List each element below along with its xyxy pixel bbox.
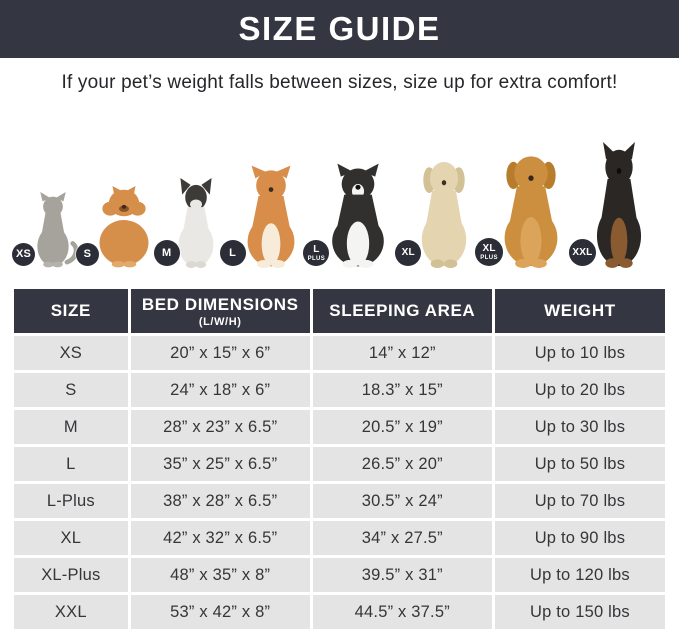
- cell-size: M: [14, 410, 128, 444]
- badge-label: XL: [401, 247, 415, 258]
- table-row-xl: [14, 521, 665, 555]
- cell-bed-dimensions: 20” x 15” x 6”: [131, 336, 310, 370]
- cell-weight: Up to 20 lbs: [495, 373, 665, 407]
- badge-sublabel: PLUS: [307, 255, 326, 262]
- cell-bed-dimensions: 28” x 23” x 6.5”: [131, 410, 310, 444]
- badge-label: XXL: [572, 246, 593, 258]
- cell-bed-dimensions: 42” x 32” x 6.5”: [131, 521, 310, 555]
- pet-xl-plus-golden-retriever: [480, 150, 575, 268]
- table-row-xs: [14, 336, 665, 370]
- pet-l-shiba-inu: [229, 164, 310, 268]
- size-badge-xxl: [569, 239, 596, 266]
- pets-row: [15, 100, 657, 268]
- cell-weight: Up to 70 lbs: [495, 484, 665, 518]
- cell-weight: Up to 150 lbs: [495, 595, 665, 629]
- cell-bed-dimensions: 24” x 18” x 6”: [131, 373, 310, 407]
- badge-label: XL: [482, 242, 496, 254]
- table-row-xl-plus: [14, 558, 665, 592]
- badge-sublabel: PLUS: [480, 254, 498, 261]
- table-row-s: [14, 373, 665, 407]
- column-header-sublabel: (L/W/H): [198, 315, 242, 328]
- size-badge-m: [154, 240, 180, 266]
- cell-weight: Up to 120 lbs: [495, 558, 665, 592]
- cell-sleeping-area: 14” x 12”: [313, 336, 492, 370]
- pet-l-plus-border-collie: [307, 162, 401, 268]
- cell-weight: Up to 50 lbs: [495, 447, 665, 481]
- cell-bed-dimensions: 38” x 28” x 6.5”: [131, 484, 310, 518]
- column-header-label: BED DIMENSIONS: [141, 294, 299, 314]
- table-row-l: [14, 447, 665, 481]
- subtitle-text: If your pet’s weight falls between sizes, size up for extra comfort!: [61, 72, 618, 93]
- cell-sleeping-area: 26.5” x 20”: [313, 447, 492, 481]
- table-row-l-plus: [14, 484, 665, 518]
- cell-size: S: [14, 373, 128, 407]
- cell-weight: Up to 90 lbs: [495, 521, 665, 555]
- badge-label: S: [83, 248, 92, 260]
- cell-bed-dimensions: 53” x 42” x 8”: [131, 595, 310, 629]
- cell-weight: Up to 30 lbs: [495, 410, 665, 444]
- cell-sleeping-area: 30.5” x 24”: [313, 484, 492, 518]
- cell-sleeping-area: 18.3” x 15”: [313, 373, 492, 407]
- badge-label: L: [313, 243, 320, 255]
- cell-size: L: [14, 447, 128, 481]
- cell-sleeping-area: 44.5” x 37.5”: [313, 595, 492, 629]
- badge-label: L: [229, 246, 236, 259]
- pet-xl-labrador: [401, 156, 481, 268]
- column-header-size: SIZE: [14, 289, 128, 333]
- cell-size: XL: [14, 521, 128, 555]
- cell-size: L-Plus: [14, 484, 128, 518]
- table-row-xxl: [14, 595, 665, 629]
- cell-size: XXL: [14, 595, 128, 629]
- cell-bed-dimensions: 35” x 25” x 6.5”: [131, 447, 310, 481]
- column-header-weight: WEIGHT: [495, 289, 665, 333]
- size-badge-s: [76, 243, 99, 266]
- cell-size: XL-Plus: [14, 558, 128, 592]
- size-badge-xs: [12, 243, 35, 266]
- pet-s-pomeranian: [83, 186, 160, 268]
- header-bar: [0, 0, 679, 58]
- badge-label: M: [162, 246, 172, 259]
- pet-xs-cat: [15, 192, 82, 268]
- cell-bed-dimensions: 48” x 35” x 8”: [131, 558, 310, 592]
- size-badge-l: [220, 240, 246, 266]
- cell-sleeping-area: 34” x 27.5”: [313, 521, 492, 555]
- cell-sleeping-area: 39.5” x 31”: [313, 558, 492, 592]
- badge-label: XS: [15, 248, 32, 260]
- pet-xxl-doberman: [572, 142, 657, 268]
- column-header-bed-dimensions: [131, 289, 310, 333]
- size-table: [11, 286, 668, 632]
- size-badge-xl-plus: [475, 238, 503, 266]
- page-title: SIZE GUIDE: [238, 10, 441, 47]
- pet-m-french-bulldog: [162, 178, 226, 268]
- column-header-sleeping-area: SLEEPING AREA: [313, 289, 492, 333]
- table-row-m: [14, 410, 665, 444]
- cell-sleeping-area: 20.5” x 19”: [313, 410, 492, 444]
- cell-size: XS: [14, 336, 128, 370]
- table-header-row: [14, 289, 665, 333]
- cell-weight: Up to 10 lbs: [495, 336, 665, 370]
